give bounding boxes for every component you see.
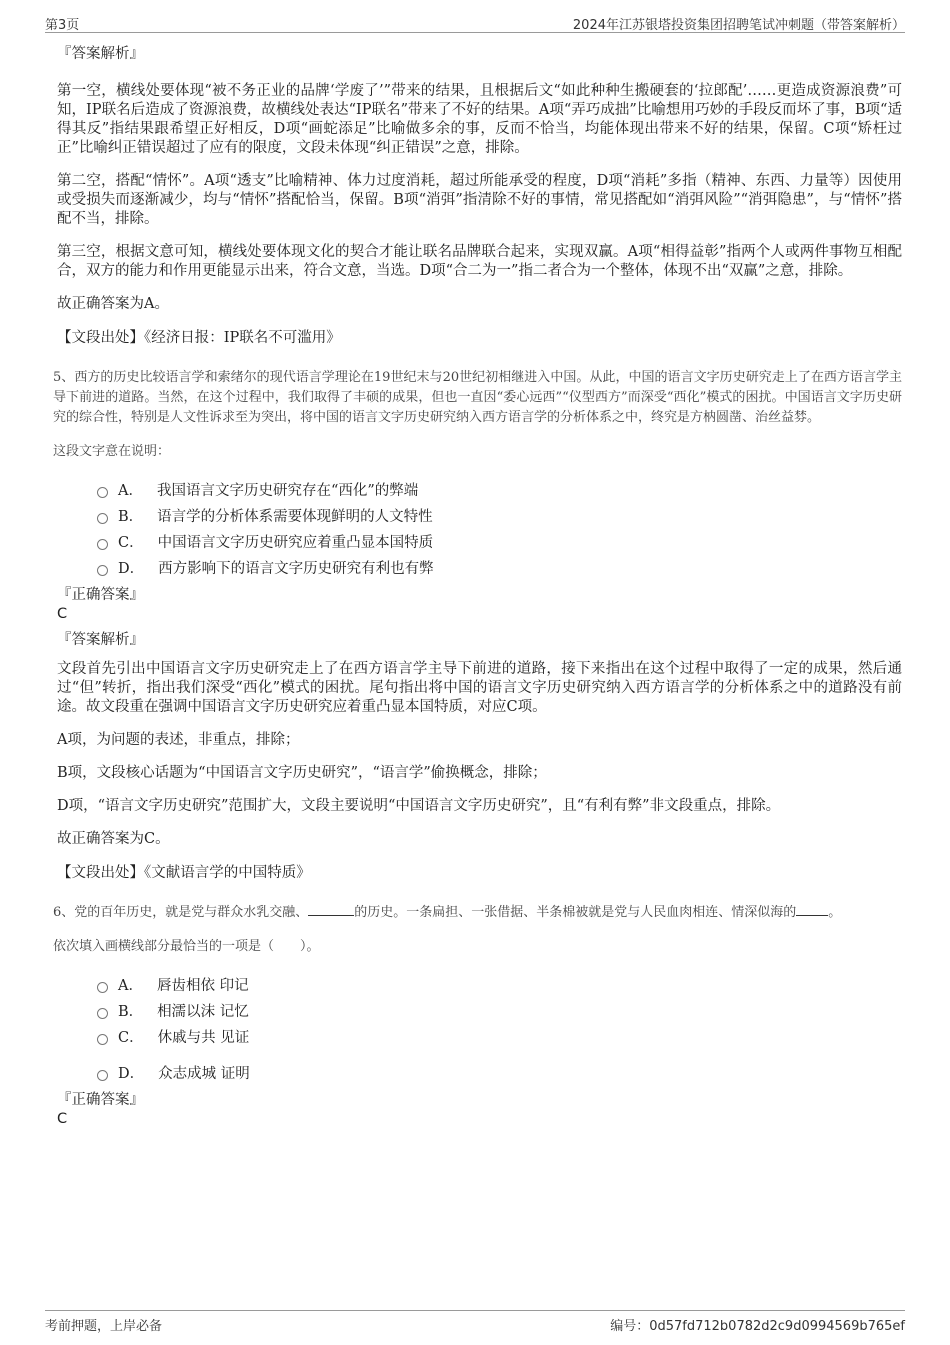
option-text: 相濡以沫 记忆 [157,1003,249,1020]
option-letter: D． [118,560,145,577]
q5-analysis-label: 『答案解析』 [57,632,144,648]
q6-prompt: 依次填入画横线部分最恰当的一项是（ ）。 [53,939,320,954]
q4-source: 【文段出处】《经济日报：IP联名不可滥用》 [57,330,341,346]
document-code [610,1315,905,1334]
blank-1 [308,903,354,916]
q6-answer-label: 『正确答案』 [57,1092,144,1108]
footer-slogan: 考前押题，上岸必备 [45,1319,163,1334]
q5-option-d[interactable] [97,554,902,580]
q4-analysis-label: 『答案解析』 [57,46,144,62]
page-number: 第3页 [45,18,80,33]
document-title: 2024年江苏银塔投资集团招聘笔试冲刺题（带答案解析） [572,18,905,33]
option-letter: C． [118,1029,144,1046]
q5-answer-label: 『正确答案』 [57,587,144,603]
q6-option-b[interactable] [97,997,902,1023]
radio-icon[interactable] [97,1008,108,1019]
option-text: 休戚与共 见证 [157,1029,250,1046]
option-letter: C． [118,534,144,551]
option-letter: B． [118,508,144,525]
q5-question: 5、西方的历史比较语言学和索绪尔的现代语言学理论在19世纪末与20世纪初相继进入中国。从此，中国的语言文字历史研究走上了在西方语言学主导下前进的道路。当然，在这个过程中，我们取得了丰硕的成果，但也一直因“委心远西”“仪型西方”而深受“西化”模式的困扰。中国语言文字历史研究的综合性，特别是人文性诉求至为突出，将中国的语言文字历史研究纳入西方语言学的分析体系之中，终究是方枘圆凿、治丝益棼。 [53,370,902,425]
q5-analysis-para-2: A项，为问题的表述，非重点，排除； [57,732,300,748]
q4-conclusion: 故正确答案为A。 [57,296,169,312]
option-text: 我国语言文字历史研究存在“西化”的弊端 [156,482,419,499]
option-text: 语言学的分析体系需要体现鲜明的人文特性 [157,508,433,525]
radio-icon[interactable] [97,513,108,524]
q5-option-a[interactable] [97,476,902,502]
q4-analysis-para-3: 第三空，根据文意可知，横线处要体现文化的契合才能让联名品牌联合起来，实现双赢。A项“相得益彰”指两个人或两件事物互相配合，双方的能力和作用更能显示出来，符合文意，当选。D项“合二为一”指二者合为一个整体，体现不出“双赢”之意，排除。 [57,244,902,279]
q6-option-a[interactable] [97,971,902,997]
q4-analysis-para-2: 第二空，搭配“情怀”。A项“透支”比喻精神、体力过度消耗，超过所能承受的程度，D项“消耗”多指（精神、东西、力量等）因使用或受损失而逐渐减少，均与“情怀”搭配恰当，保留。B项“消弭”指清除不好的事情，常见搭配如“消弭风险”“消弭隐患”，与“情怀”搭配不当，排除。 [57,173,902,227]
option-letter: A． [118,482,143,499]
q5-option-b[interactable] [97,502,902,528]
code-label: 编号： [610,1319,650,1334]
q4-analysis-para-1: 第一空，横线处要体现“被不务正业的品牌‘学废了’”带来的结果，且根据后文“如此种种生搬硬套的‘拉郎配’……更造成资源浪费”可知，IP联名后造成了资源浪费，故横线处表达“IP联名”带来了不好的结果。A项“弄巧成拙”比喻想用巧妙的手段反而坏了事，B项“适得其反”指结果跟希望正好相反，D项“画蛇添足”比喻做多余的事，反而不恰当，均能体现出带来不好的结果，保留。C项“矫枉过正”比喻纠正错误超过了应有的限度，文段未体现“纠正错误”之意，排除。 [57,83,902,156]
q5-analysis-para-1: 文段首先引出中国语言文字历史研究走上了在西方语言学主导下前进的道路，接下来指出在这个过程中取得了一定的成果，然后通过“但”转折，指出我们深受“西化”模式的困扰。尾句指出将中国的语言文字历史研究纳入西方语言学的分析体系之中的道路没有前途。故文段重在强调中国语言文字历史研究应着重凸显本国特质，对应C项。 [57,661,902,715]
q6-options [97,971,902,1085]
radio-icon[interactable] [97,539,108,550]
code-value: 0d57fd712b0782d2c9d0994569b765ef [649,1319,905,1334]
option-text: 唇齿相依 印记 [156,977,249,994]
page-header [45,12,905,33]
q5-option-c[interactable] [97,528,902,554]
option-letter: A． [118,977,143,994]
option-letter: D． [118,1065,145,1082]
q5-source: 【文段出处】《文献语言学的中国特质》 [57,865,311,881]
q6-answer: C [57,1111,68,1127]
q5-analysis-para-3: B项，文段核心话题为“中国语言文字历史研究”，“语言学”偷换概念，排除； [57,765,547,781]
q6-question-part-3: 。 [828,905,842,920]
blank-2 [796,903,828,916]
option-text: 西方影响下的语言文字历史研究有利也有弊 [158,560,434,577]
q6-question-part-1: 6、党的百年历史，就是党与群众水乳交融、 [53,905,309,920]
radio-icon[interactable] [97,1034,108,1045]
radio-icon[interactable] [97,982,108,993]
q5-options [97,476,902,580]
q5-prompt: 这段文字意在说明： [53,444,171,459]
radio-icon[interactable] [97,487,108,498]
q6-question [53,903,902,923]
radio-icon[interactable] [97,1070,108,1081]
page-content [53,44,902,1135]
option-letter: B． [118,1003,144,1020]
q6-option-d[interactable] [97,1059,902,1085]
q5-analysis-para-4: D项，“语言文字历史研究”范围扩大，文段主要说明“中国语言文字历史研究”，且“有利有弊”非文段重点，排除。 [57,798,781,814]
option-text: 中国语言文字历史研究应着重凸显本国特质 [157,534,434,551]
page-footer [45,1310,905,1335]
q6-option-c[interactable] [97,1023,902,1049]
q6-question-part-2: 的历史。一条扁担、一张借据、半条棉被就是党与人民血肉相连、情深似海的 [354,905,797,920]
q5-answer: C [57,606,68,622]
q5-conclusion: 故正确答案为C。 [57,831,170,847]
radio-icon[interactable] [97,565,108,576]
option-text: 众志成城 证明 [158,1065,250,1082]
